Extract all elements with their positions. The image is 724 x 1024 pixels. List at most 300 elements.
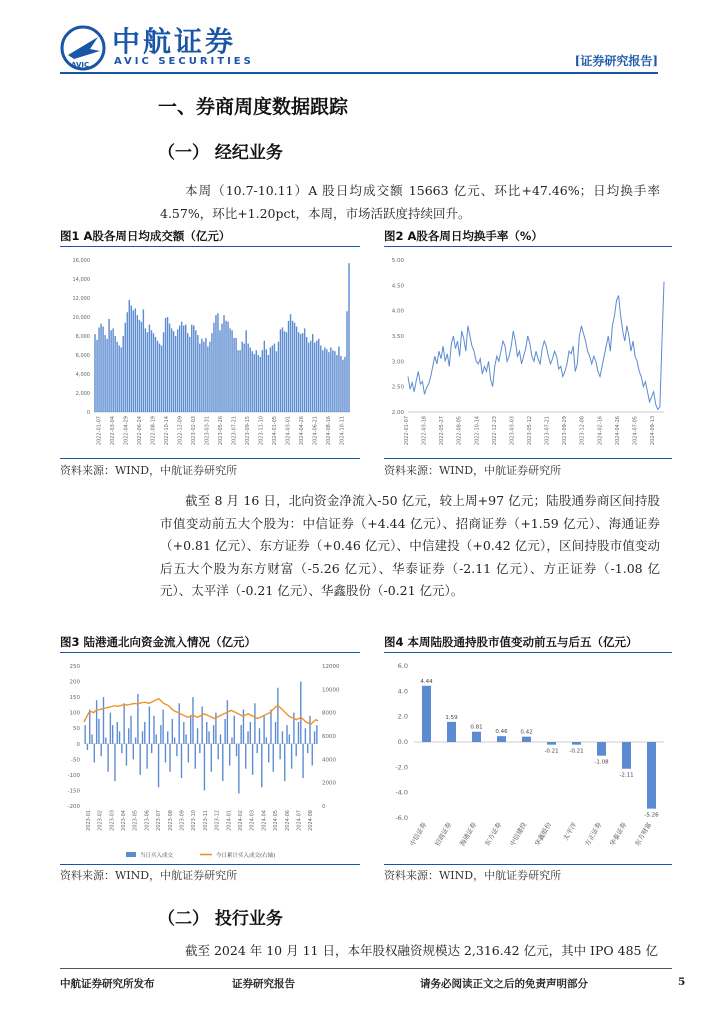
- fig1-bar: [129, 300, 130, 412]
- fig3-bar: [298, 722, 299, 744]
- fig4-category-label: 华鑫股份: [533, 821, 554, 848]
- fig3-x-tick: 2024-01: [226, 810, 233, 831]
- fig1-bar: [127, 312, 128, 412]
- fig3-bar: [158, 744, 159, 788]
- fig3-bar: [211, 744, 212, 772]
- fig2-x-tick: 2022-12-23: [491, 416, 498, 446]
- fig2-x-tick: 2022-08-05: [456, 416, 463, 446]
- fig3-bar: [121, 744, 122, 753]
- northbound-paragraph: [160, 490, 660, 603]
- fig3-x-tick: 2023-03: [109, 810, 116, 831]
- fig3-x-tick: 2024-06: [284, 810, 291, 831]
- fig1-x-tick: 2022-01-07: [96, 416, 103, 446]
- fig4-data-label: 0.42: [520, 729, 533, 736]
- fig4-data-label: 1.59: [445, 714, 458, 721]
- fig3-bar: [144, 722, 145, 744]
- fig3-bar: [231, 738, 232, 744]
- fig2-y-tick: 3.00: [391, 359, 404, 366]
- fig3-bar: [302, 744, 303, 778]
- fig3-y-right-tick: 8000: [322, 710, 336, 717]
- fig3-bar: [176, 744, 177, 756]
- fig3-x-tick: 2023-09: [179, 810, 186, 831]
- fig1-bar: [185, 325, 186, 412]
- fig4-data-label: -2.11: [619, 772, 634, 779]
- logo-english: AVIC SECURITIES: [114, 56, 254, 67]
- fig3-bar: [142, 731, 143, 743]
- logo-mark-text: AVIC: [71, 61, 90, 69]
- fig1-bar: [250, 347, 251, 412]
- fig1-bar: [163, 332, 164, 412]
- fig4-bar: [622, 742, 631, 769]
- fig1-bar: [346, 311, 347, 412]
- fig1-bar: [116, 342, 117, 412]
- fig1-x-tick: 2024-03-01: [285, 416, 292, 446]
- fig1-bar: [110, 330, 111, 412]
- fig3-bar: [247, 731, 248, 743]
- fig1-bar: [145, 328, 146, 412]
- fig1-bar: [157, 341, 158, 412]
- report-tag: [证券研究报告]: [574, 54, 658, 68]
- fig4-y-tick: 6.0: [397, 662, 408, 670]
- fig1-bar: [181, 322, 182, 412]
- fig1-y-tick: 16,000: [72, 258, 90, 264]
- fig1-bar: [334, 351, 335, 412]
- fig4-category-label: 华泰证券: [608, 821, 629, 848]
- fig3-bar: [273, 744, 274, 772]
- fig1-bar: [332, 350, 333, 412]
- fig3-bar: [238, 744, 239, 794]
- fig1-bar: [169, 324, 170, 412]
- fig3-bar: [316, 725, 317, 744]
- fig3-chart: [60, 656, 360, 861]
- fig3-bar: [87, 744, 88, 750]
- fig2-x-tick: 2023-03-03: [509, 416, 516, 446]
- fig3-y-left-tick: 100: [69, 710, 80, 717]
- fig3-bar: [160, 725, 161, 744]
- fig2-x-tick: 2024-02-16: [597, 416, 604, 446]
- fig3-x-tick: 2024-03: [249, 810, 256, 831]
- fig3-x-tick: 2023-06: [144, 810, 151, 831]
- fig1-bar: [141, 322, 142, 412]
- fig3-bar: [240, 725, 241, 744]
- fig1-bar: [268, 355, 269, 412]
- fig3-bar: [137, 694, 138, 744]
- fig1-bar: [280, 329, 281, 412]
- fig3-bar: [123, 703, 124, 743]
- fig4-bar: [547, 742, 556, 745]
- fig3-bar: [165, 744, 166, 763]
- fig1-bar: [316, 341, 317, 412]
- footer-publisher: 中航证券研究所发布: [60, 978, 155, 990]
- fig4-category-label: 中信证券: [408, 821, 429, 848]
- fig3-y-left-tick: 50: [73, 726, 80, 733]
- fig1-bar: [121, 347, 122, 412]
- fig1-bar: [342, 360, 343, 412]
- fig3-bar: [234, 716, 235, 744]
- fig3-bar: [218, 744, 219, 760]
- fig3-y-left-tick: -150: [67, 788, 80, 795]
- fig2-y-tick: 3.50: [391, 334, 404, 340]
- fig3-bar: [257, 744, 258, 753]
- fig4-category-label: 中信建投: [508, 821, 529, 848]
- fig1-y-tick: 14,000: [72, 277, 90, 283]
- fig3-bar: [236, 744, 237, 756]
- fig3-y-left-tick: 250: [69, 664, 80, 670]
- fig4-bottom-rule: [384, 864, 672, 865]
- fig1-bar: [256, 350, 257, 412]
- fig3-bar: [190, 716, 191, 744]
- fig3-bar: [206, 722, 207, 744]
- fig1-bar: [189, 337, 190, 412]
- fig3-bar: [250, 722, 251, 744]
- fig1-bar: [187, 333, 188, 412]
- fig3-bottom-rule: [60, 864, 360, 865]
- fig3-bar: [275, 722, 276, 744]
- fig1-x-tick: 2024-06-21: [312, 416, 319, 446]
- fig1-bar: [205, 338, 206, 412]
- fig1-bar: [330, 347, 331, 412]
- fig1-bar: [247, 344, 248, 412]
- fig3-bar: [277, 688, 278, 744]
- fig1-x-tick: 2024-01-05: [271, 416, 278, 446]
- fig1-bar: [183, 326, 184, 412]
- fig4-category-label: 东方财富: [633, 821, 654, 848]
- fig3-bar: [229, 744, 230, 766]
- fig1-bar: [201, 339, 202, 412]
- fig3-bar: [110, 713, 111, 744]
- fig1-x-tick: 2022-10-14: [164, 416, 171, 446]
- fig2-x-tick: 2024-04-26: [614, 416, 621, 446]
- fig1-bar: [153, 333, 154, 412]
- fig1-bar: [191, 325, 192, 412]
- fig1-bar: [282, 327, 283, 412]
- fig1-bar: [161, 346, 162, 413]
- fig1-bar: [143, 309, 144, 412]
- fig1-bar: [221, 324, 222, 412]
- fig1-bar: [231, 330, 232, 412]
- fig4-source: 资料来源：WIND，中航证券研究所: [384, 869, 562, 882]
- fig1-y-tick: 12,000: [72, 296, 90, 302]
- fig4-chart: [384, 656, 672, 861]
- fig3-y-left-tick: 200: [69, 679, 80, 686]
- fig3-x-tick: 2023-12: [214, 810, 221, 831]
- fig1-title-rule: [60, 246, 360, 247]
- fig1-bar: [225, 321, 226, 412]
- fig3-x-tick: 2023-02: [97, 810, 104, 831]
- fig2-y-tick: 2.00: [391, 410, 404, 416]
- fig3-x-tick: 2024-07: [296, 810, 303, 831]
- fig3-y-left-tick: -100: [67, 772, 80, 779]
- fig1-title: 图1 A股各周日均成交额（亿元）: [60, 229, 231, 243]
- fig1-bar: [276, 351, 277, 412]
- fig1-y-tick: 4,000: [75, 372, 90, 378]
- fig1-x-tick: 2023-09-15: [244, 416, 251, 446]
- fig3-bar: [101, 744, 102, 756]
- fig3-bar: [103, 697, 104, 744]
- fig1-bar: [94, 334, 95, 412]
- fig3-bar: [167, 731, 168, 743]
- fig1-bar: [102, 327, 103, 413]
- fig1-bar: [296, 327, 297, 413]
- fig1-bar: [112, 328, 113, 412]
- fig1-bar: [211, 333, 212, 412]
- fig1-bar: [137, 315, 138, 412]
- fig1-x-tick: 2024-10-11: [339, 416, 346, 446]
- fig2-series-line: [408, 282, 664, 410]
- avic-logo-icon: [60, 25, 106, 71]
- fig1-bar: [135, 308, 136, 412]
- fig3-y-right-tick: 2000: [322, 780, 336, 787]
- fig4-y-tick: 0.0: [397, 738, 408, 746]
- fig3-bar: [96, 700, 97, 744]
- fig1-bar: [237, 350, 238, 412]
- fig3-title: 图3 陆港通北向资金流入情况（亿元）: [60, 635, 257, 649]
- fig1-bar: [278, 342, 279, 412]
- fig1-bar: [179, 326, 180, 412]
- fig3-bar: [114, 744, 115, 781]
- fig4-category-label: 太平洋: [561, 821, 579, 842]
- fig1-bar: [320, 346, 321, 413]
- fig4-y-tick: 4.0: [397, 687, 408, 696]
- fig1-bar: [243, 344, 244, 412]
- fig1-bar: [118, 346, 119, 413]
- fig1-bar: [151, 330, 152, 412]
- fig4-data-label: 0.46: [495, 729, 508, 736]
- fig3-bar: [89, 710, 90, 744]
- fig3-bar: [263, 716, 264, 744]
- fig3-bar: [133, 744, 134, 760]
- fig3-bar: [105, 738, 106, 744]
- fig1-x-tick: 2023-11-10: [258, 416, 265, 446]
- fig3-bar: [172, 719, 173, 744]
- fig1-bar: [312, 334, 313, 412]
- fig1-bar: [272, 346, 273, 413]
- fig1-bar: [348, 263, 349, 412]
- fig3-bar: [149, 706, 150, 743]
- fig1-bar: [177, 329, 178, 412]
- fig1-x-tick: 2024-04-26: [298, 416, 305, 446]
- footer-page-number: 5: [678, 976, 686, 988]
- fig3-bar: [312, 744, 313, 766]
- fig3-bar: [126, 744, 127, 766]
- fig2-bottom-rule: [384, 458, 672, 459]
- fig3-cumulative-line: [84, 699, 318, 725]
- fig3-bar: [245, 744, 246, 769]
- fig3-bar: [279, 744, 280, 760]
- fig3-x-tick: 2024-05: [273, 810, 280, 831]
- fig2-chart: [384, 250, 672, 455]
- fig4-bar: [572, 742, 581, 745]
- fig3-bar: [188, 744, 189, 763]
- fig3-bar: [135, 738, 136, 744]
- fig1-source: 资料来源：WIND，中航证券研究所: [60, 464, 238, 477]
- fig3-bar: [179, 703, 180, 743]
- fig3-bar: [314, 731, 315, 743]
- fig3-legend-bar-swatch: [126, 852, 136, 857]
- fig1-x-tick: 2022-08-19: [150, 416, 157, 446]
- fig3-x-tick: 2024-08: [308, 810, 315, 831]
- fig1-bar: [306, 337, 307, 412]
- fig1-y-tick: 6,000: [75, 353, 90, 359]
- fig2-x-tick: 2024-07-05: [632, 416, 639, 446]
- fig3-bar: [284, 744, 285, 781]
- fig4-bar: [522, 737, 531, 742]
- fig3-bar: [293, 713, 294, 744]
- fig1-x-tick: 2022-06-24: [137, 416, 144, 446]
- fig1-bar: [292, 321, 293, 412]
- fig3-bar: [197, 728, 198, 744]
- fig4-y-tick: -4.0: [395, 788, 408, 797]
- ib-paragraph: [160, 940, 660, 963]
- fig1-bar: [108, 319, 109, 412]
- fig1-bar: [229, 328, 230, 412]
- fig3-bar: [296, 744, 297, 756]
- fig1-bar: [318, 339, 319, 412]
- fig1-bar: [209, 342, 210, 412]
- fig3-bar: [268, 744, 269, 763]
- fig4-y-tick: -2.0: [395, 763, 408, 772]
- fig1-bar: [266, 349, 267, 412]
- fig3-x-tick: 2023-08: [167, 810, 174, 831]
- fig3-bar: [140, 744, 141, 775]
- fig1-bar: [260, 357, 261, 412]
- fig1-y-tick: 8,000: [75, 334, 90, 340]
- fig4-data-label: 0.81: [470, 724, 483, 731]
- fig4-data-label: -0.21: [544, 748, 559, 755]
- fig1-bar: [98, 327, 99, 412]
- fig3-bar: [107, 744, 108, 772]
- footer-divider: [60, 968, 672, 969]
- fig2-x-tick: 2022-01-07: [404, 416, 410, 446]
- fig1-bar: [197, 335, 198, 412]
- fig1-bar: [213, 323, 214, 412]
- fig3-bar: [174, 738, 175, 744]
- fig1-bar: [286, 332, 287, 412]
- fig2-x-tick: 2022-03-18: [421, 416, 428, 446]
- brokerage-text: 本周（10.7-10.11）A 股日均成交额 15663 亿元、环比+47.46%；日均换手率 4.57%，环比+1.20pct，本周，市场活跃度持续回升。: [160, 183, 660, 221]
- fig3-source: 资料来源：WIND，中航证券研究所: [60, 869, 238, 882]
- fig1-bar: [235, 338, 236, 412]
- fig3-bar: [270, 710, 271, 744]
- fig1-bar: [336, 355, 337, 412]
- fig1-bar: [159, 344, 160, 412]
- fig1-bar: [147, 332, 148, 412]
- fig3-legend-line-label: 今日累计买入成交(右轴): [216, 853, 276, 859]
- fig1-bar: [123, 336, 124, 412]
- fig3-bar: [117, 722, 118, 744]
- fig2-title-rule: [384, 246, 672, 247]
- fig1-bar: [284, 331, 285, 412]
- fig3-bar: [192, 697, 193, 744]
- fig3-x-tick: 2023-05: [132, 810, 139, 831]
- fig1-x-tick: 2022-03-04: [110, 416, 117, 446]
- fig1-bar: [310, 341, 311, 412]
- fig3-bar: [208, 731, 209, 743]
- fig2-y-tick: 4.50: [391, 283, 404, 290]
- fig3-bar: [305, 728, 306, 744]
- fig4-category-label: 海通证券: [458, 821, 479, 848]
- fig3-bar: [183, 722, 184, 744]
- fig2-x-tick: 2022-10-14: [474, 416, 481, 446]
- fig1-bar: [304, 328, 305, 412]
- fig3-bar: [151, 744, 152, 753]
- fig3-bar: [156, 734, 157, 743]
- subsection-title-ib: （二） 投行业务: [158, 909, 283, 929]
- fig3-bar: [204, 744, 205, 791]
- logo-chinese: 中航证券: [112, 25, 237, 58]
- fig1-bar: [258, 355, 259, 412]
- fig2-y-tick: 2.50: [391, 384, 404, 391]
- fig3-bar: [128, 728, 129, 744]
- fig3-bar: [112, 725, 113, 744]
- fig3-y-left-tick: 150: [69, 695, 80, 702]
- fig4-bar: [497, 736, 506, 742]
- fig1-bar: [193, 326, 194, 412]
- fig3-bar: [254, 703, 255, 743]
- fig1-bar: [125, 323, 126, 412]
- fig3-bar: [259, 728, 260, 744]
- fig3-bar: [222, 744, 223, 781]
- fig3-bar: [291, 744, 292, 769]
- fig2-x-tick: 2024-09-13: [650, 416, 656, 446]
- fig1-bar: [294, 323, 295, 412]
- fig1-y-tick: 0: [86, 410, 90, 416]
- fig2-y-tick: 4.00: [391, 308, 404, 315]
- fig1-bar: [139, 320, 140, 412]
- fig4-category-label: 招商证券: [433, 821, 454, 848]
- fig3-bar: [84, 725, 85, 744]
- fig3-x-tick: 2023-01: [85, 810, 92, 831]
- fig1-bar: [324, 347, 325, 412]
- fig3-bar: [199, 744, 200, 753]
- fig3-bar: [195, 744, 196, 769]
- fig3-bar: [220, 734, 221, 743]
- fig1-bar: [227, 322, 228, 412]
- fig1-chart: [60, 250, 360, 455]
- fig3-y-left-tick: -200: [67, 804, 80, 810]
- fig4-bar: [597, 742, 606, 756]
- fig3-y-left-tick: 0: [76, 741, 80, 748]
- fig4-bar: [447, 722, 456, 742]
- fig1-bar: [290, 314, 291, 412]
- fig1-bar: [104, 335, 105, 412]
- fig3-bar: [261, 744, 262, 788]
- fig3-title-rule: [60, 652, 360, 653]
- fig1-bar: [344, 357, 345, 412]
- fig3-bar: [162, 710, 163, 744]
- fig4-bar: [472, 732, 481, 742]
- fig2-x-tick: 2023-05-12: [527, 416, 533, 446]
- fig3-y-right-tick: 0: [322, 804, 326, 810]
- subsection-title-brokerage: （一） 经纪业务: [158, 143, 283, 163]
- northbound-text: 截至 8 月 16 日，北向资金净流入-50 亿元，较上周+97 亿元；陆股通券商区间持股市值变动前五大个股为：中信证券（+4.44 亿元）、招商证券（+1.59 亿元）、海通证券（+0.81 亿元）、东方证券（+0.46 亿元）、中信建投（+0.42 亿元），区间持股市值变动后五大个股为东方财富（-5.26 亿元）、华泰证券（-2.11 亿元）、方正证券（-1.08 亿元）、太平洋（-0.21 亿元）、华鑫股份（-0.21 亿元）。: [160, 493, 660, 598]
- fig3-legend-bar-label: 当日买入成交: [140, 853, 174, 859]
- fig3-x-tick: 2023-10: [191, 810, 198, 831]
- fig3-bar: [213, 725, 214, 744]
- fig3-x-tick: 2023-04: [120, 810, 127, 831]
- fig4-category-label: 方正证券: [583, 821, 604, 848]
- fig2-x-tick: 2022-05-27: [439, 416, 446, 446]
- fig1-bar: [149, 325, 150, 412]
- fig1-bar: [264, 341, 265, 412]
- ib-text: 截至 2024 年 10 月 11 日，本年股权融资规模达 2,316.42 亿元，其中 IPO 485 亿: [185, 943, 658, 958]
- fig1-bar: [322, 350, 323, 412]
- fig3-x-tick: 2024-02: [237, 810, 244, 831]
- fig1-bar: [328, 352, 329, 412]
- fig4-title: 图4 本周陆股通持股市值变动前五与后五（亿元）: [384, 635, 638, 649]
- fig1-bar: [96, 340, 97, 412]
- fig2-x-tick: 2023-09-29: [562, 416, 569, 446]
